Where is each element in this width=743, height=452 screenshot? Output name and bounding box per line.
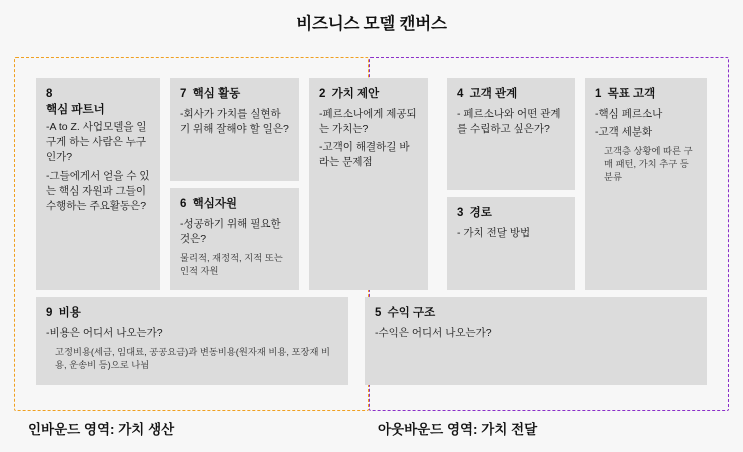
block-key-activities-heading bbox=[180, 87, 290, 103]
list-item: -성공하기 위해 필요한 것은? bbox=[180, 217, 281, 245]
block-revenue-streams-heading bbox=[375, 306, 698, 322]
block-cost-structure-title: 비용 bbox=[58, 307, 81, 319]
list-item: - 페르소나와 어떤 관계를 수립하고 싶은가? bbox=[457, 107, 561, 135]
block-customer-segments-title: 목표 고객 bbox=[607, 88, 656, 100]
block-value-proposition-heading bbox=[319, 87, 419, 103]
list-item: - 가치 전달 방법 bbox=[457, 226, 531, 239]
block-key-partners-body bbox=[46, 120, 151, 214]
block-key-activities[interactable] bbox=[170, 78, 299, 181]
list-item: -고객 세분화 bbox=[595, 125, 653, 138]
block-cost-structure[interactable] bbox=[36, 297, 348, 385]
block-cost-structure-note: 고정비용(세금, 임대료, 공공요금)과 변동비용(원자재 비용, 포장재 비용, 운송비 등)으로 나뉨 bbox=[55, 346, 331, 370]
list-item: -페르소나에게 제공되는 가치는? bbox=[319, 107, 417, 135]
block-value-proposition[interactable] bbox=[309, 78, 428, 290]
block-key-resources-number: 6 bbox=[180, 198, 187, 210]
list-item: -비용은 어디서 나오는가? bbox=[46, 326, 163, 339]
region-outbound-label: 아웃바운드 영역: 가치 전달 bbox=[378, 422, 538, 437]
block-key-activities-number: 7 bbox=[180, 88, 187, 100]
list-item: -고객이 해결하길 바라는 문제점 bbox=[319, 140, 410, 169]
block-key-partners-title: 핵심 파트너 bbox=[46, 103, 105, 116]
block-key-activities-body bbox=[180, 107, 290, 137]
block-revenue-streams-number: 5 bbox=[375, 307, 382, 319]
block-channels-number: 3 bbox=[457, 207, 464, 219]
block-customer-relationships-heading bbox=[457, 87, 566, 103]
region-inbound-label: 인바운드 영역: 가치 생산 bbox=[28, 422, 175, 437]
block-customer-relationships-body bbox=[457, 107, 566, 137]
block-key-partners-number: 8 bbox=[46, 88, 53, 100]
block-value-proposition-number: 2 bbox=[319, 88, 326, 100]
block-key-resources-body bbox=[180, 217, 290, 247]
page-title: 비즈니스 모델 캔버스 bbox=[296, 15, 447, 33]
block-key-resources[interactable] bbox=[170, 188, 299, 290]
list-item: -수익은 어디서 나오는가? bbox=[375, 326, 492, 339]
block-revenue-streams-title: 수익 구조 bbox=[387, 307, 436, 319]
block-customer-segments-note: 고객층 상황에 따른 구매 패턴, 가치 추구 등 분류 bbox=[604, 145, 693, 183]
list-item: -핵심 페르소나 bbox=[595, 107, 663, 120]
block-revenue-streams-body bbox=[375, 326, 698, 341]
block-key-resources-subnote: 물리적, 재정적, 지적 또는 인적 자원 bbox=[180, 252, 283, 277]
block-revenue-streams[interactable] bbox=[365, 297, 707, 385]
block-cost-structure-heading bbox=[46, 306, 339, 322]
block-value-proposition-title: 가치 제안 bbox=[331, 88, 380, 100]
block-cost-structure-body bbox=[46, 326, 339, 341]
list-item: -그들에게서 얻을 수 있는 핵심 자원과 그들이 수행하는 주요활동은? bbox=[46, 169, 150, 213]
block-customer-segments-heading bbox=[595, 87, 698, 103]
block-channels-body bbox=[457, 226, 566, 241]
block-customer-segments-body bbox=[595, 107, 698, 140]
block-cost-structure-number: 9 bbox=[46, 307, 53, 319]
block-customer-relationships[interactable] bbox=[447, 78, 575, 190]
block-key-partners[interactable] bbox=[36, 78, 160, 290]
block-key-resources-title: 핵심자원 bbox=[192, 198, 238, 210]
block-value-proposition-body bbox=[319, 107, 419, 171]
block-channels[interactable] bbox=[447, 197, 575, 290]
block-key-partners-heading bbox=[46, 87, 151, 118]
block-customer-segments-number: 1 bbox=[595, 88, 602, 100]
list-item: -A to Z. 사업모델을 일구게 하는 사람은 누구인가? bbox=[46, 121, 147, 164]
block-customer-relationships-number: 4 bbox=[457, 88, 464, 100]
block-key-resources-heading bbox=[180, 197, 290, 213]
block-customer-relationships-title: 고객 관계 bbox=[469, 88, 518, 100]
block-channels-heading bbox=[457, 206, 566, 222]
block-key-activities-title: 핵심 활동 bbox=[192, 88, 241, 100]
list-item: -회사가 가치를 실현하기 위해 잘해야 할 일은? bbox=[180, 107, 289, 135]
block-channels-title: 경로 bbox=[469, 207, 492, 219]
block-customer-segments[interactable] bbox=[585, 78, 707, 290]
